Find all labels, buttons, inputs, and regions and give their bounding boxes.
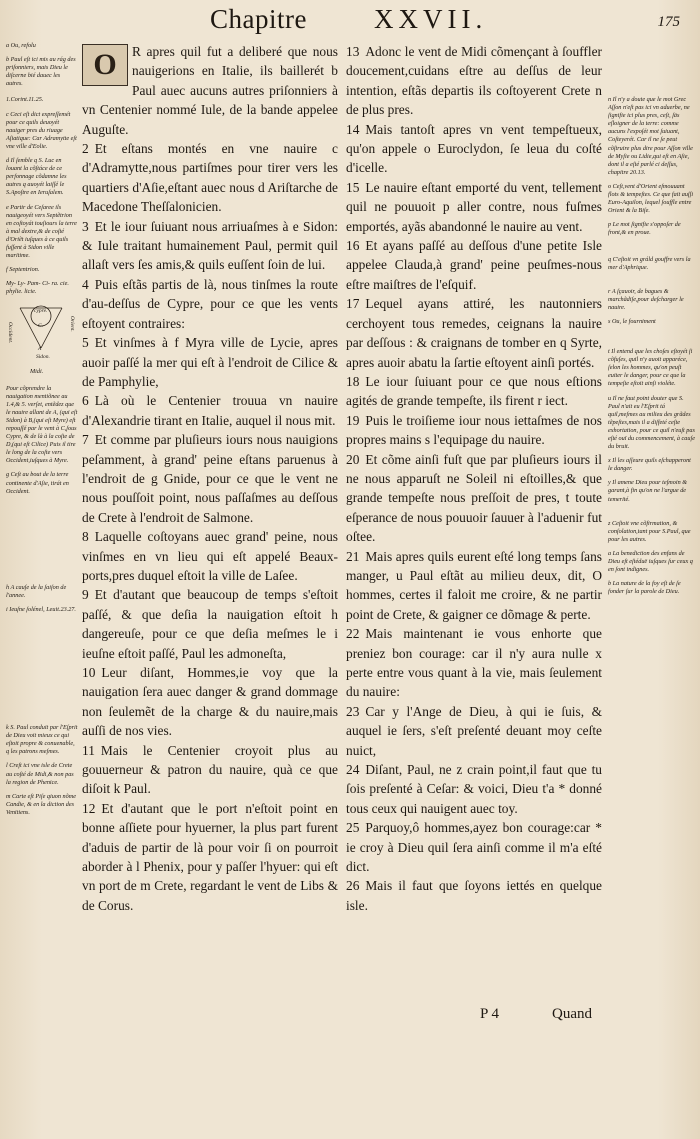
margin-note: p Le mot ſignifie s'oppoſer de front,& en proue. bbox=[608, 221, 681, 237]
verse bbox=[82, 333, 338, 391]
verse-number: 4 bbox=[82, 276, 89, 292]
verse-text: Laquelle coſtoyans auec grand' peine, nous vinſmes en vn lieu qui eſt appelé Beaux-ports,pres duquel eſtoit la ville de Laſee. bbox=[82, 529, 338, 583]
verse bbox=[346, 236, 602, 294]
verse bbox=[346, 120, 602, 178]
verse-number: 9 bbox=[82, 587, 89, 603]
verse-text: Adonc le vent de Midi cõmençant à ſouffler doucement,cuidans eſtre au deſſus de leur intention, eſtãs departis ils coſtoyerent Crete n de plus pres. bbox=[346, 44, 602, 118]
verse-number: 13 bbox=[346, 44, 360, 59]
verse-text: R apres quil fut a deliberé que nous nauigerions en Italie, ils baillerét b Paul auec aucuns autres priſonniers à vn Centenier nommé Iule, de la bande appelee Auguſte. bbox=[82, 44, 338, 137]
verse-number: 22 bbox=[346, 626, 360, 642]
verse-number: 15 bbox=[346, 179, 360, 195]
verse-number: 7 bbox=[82, 432, 89, 448]
verse-number: 8 bbox=[82, 529, 89, 545]
verse bbox=[82, 799, 338, 915]
verse-text: Diſant, Paul, ne z crain point,il faut que tu ſois preſenté à Ceſar: & voici, Dieu t'a * donné tous ceux qui nauigent auec toy. bbox=[346, 762, 602, 816]
verse-number: 21 bbox=[346, 548, 360, 564]
verse-number: 26 bbox=[346, 878, 360, 894]
verse bbox=[346, 42, 602, 120]
margin-note: My- Ly- Pam- Ci- ra. cie. phylie. licie. bbox=[6, 280, 69, 296]
verse-number: 6 bbox=[82, 393, 89, 409]
verse-text: Là où le Centenier trouua vn nauire d'Alexandrie tirant en Italie, auquel il nous mit. bbox=[82, 393, 338, 428]
verse bbox=[346, 372, 602, 411]
verse-text: Leur diſant, Hommes,ie voy que la nauigation ſera auec danger & grand dommage non ſeulemẽt de la charge & du nauire,mais auſſi de nos vies. bbox=[82, 665, 338, 739]
page-header bbox=[0, 4, 700, 40]
running-title: Chapitre bbox=[210, 4, 307, 34]
left-text-column bbox=[82, 42, 338, 915]
margin-note: z Ceſtoit vne cõfirmation, & conſolation,tant pour S.Paul, que pour les autres. bbox=[608, 519, 691, 543]
margin-note: b Paul eſt ici mis au rág des priſonniers, mais Dieu le diſcerne bié dauec les autres. bbox=[6, 56, 76, 88]
margin-note: m Carte eſt Piſe qiuon nõme Candie, & en la diction des Venitiens. bbox=[6, 792, 76, 816]
diagram-label-a: A bbox=[38, 346, 42, 353]
verse-text: Le iour ſuiuant pour ce que nous eſtions agités de grande tempeſte, ils firent r iect. bbox=[346, 373, 602, 409]
right-text-column bbox=[346, 42, 602, 915]
margin-note: b La nature de la foy eſt de ſe fonder ſur la parole de Dieu. bbox=[608, 580, 681, 596]
verse-number: 3 bbox=[82, 218, 89, 234]
margin-note: l Creſt ici vne isle de Crete au coſté de Midi,& non pas la region de Phenice. bbox=[6, 762, 74, 786]
verse-number: 18 bbox=[346, 373, 360, 389]
verse bbox=[82, 527, 338, 585]
catchword: Quand bbox=[552, 1006, 592, 1022]
verse bbox=[82, 217, 338, 275]
verse-text: Et d'autant que le port n'eſtoit point en bonne aſſiete pour hyuerner, la plus part furent d'aduis de partir de là pour voir ſi on pourroit aborder à l Phenix, pour y paſſer l'hyuer: qui eſt vn port de m Crete, regardant le vent de Libs & de Corus. bbox=[82, 800, 338, 913]
verse bbox=[346, 702, 602, 760]
verse-text: Mais maintenant ie vous enhorte que preniez bon courage: car il n'y aura nulle x perte entre vous quant à la vie, mais ſeulement du nauire: bbox=[346, 626, 602, 700]
verse-text: Mais tantoſt apres vn vent tempeſtueux, qu'on appele o Euroclydon, ſe leua du coſté d'icelle. bbox=[346, 121, 602, 176]
folio-number: 175 bbox=[657, 14, 680, 30]
verse bbox=[82, 139, 338, 217]
verse bbox=[82, 430, 338, 527]
verse bbox=[346, 411, 602, 450]
verse bbox=[82, 663, 338, 741]
margin-note: 1.Corint.11.25. bbox=[6, 96, 44, 104]
verse bbox=[346, 450, 602, 547]
verse bbox=[82, 741, 338, 799]
right-margin-notes bbox=[608, 96, 696, 602]
verse-number: 2 bbox=[82, 141, 89, 157]
margin-note: d Il ſemble q S. Luc en louant la cõſtáce de ce perſonnage cõdamne les autres q auoyét laiſſé le S.Apoſtre en Ieruſalem. bbox=[6, 157, 67, 197]
verse bbox=[82, 391, 338, 430]
verse-text: Et vinſmes à f Myra ville de Lycie, apres auoir paſſé la mer qui eſt à l'endroit de Cilice & de Pamphylie, bbox=[82, 335, 338, 389]
verse bbox=[346, 294, 602, 372]
verse bbox=[346, 760, 602, 818]
verse-text: Mais le Centenier croyoit plus au gouuerneur & patron du nauire, quà ce que diſoit k Paul. bbox=[82, 742, 338, 797]
diagram-label-midi: Midi. bbox=[30, 368, 44, 376]
verse-text: Puis eſtãs partis de là, nous tinſmes la route d'au-deſſus de Cypre, pour ce que les vents eſtoyent contraires: bbox=[82, 276, 338, 331]
margin-note: n Il n'y a doute que le mot Grec Aſſon n'eſt pas ici vn aduerbe, ne ſignifie ici plus pres, ceſt, ſās eſloigner de la terre: comme aucuns l'expoſét mot ſuiuant, Coſteyerét. Car il ne ſe peut cõſtruire plus dire pour Aſſon ville de Myſie ou Lidie,qui eſt en Aſie, dont il a eſté parlé ci deſſus, chapitre 20.13. bbox=[608, 96, 693, 176]
signature-mark: P 4 bbox=[480, 1006, 500, 1022]
margin-note: u Il ne faut point douter que S. Paul n'ait eu l'Eſprit tá quil,meſmes au milieu des grãdes tẽpeſtes,mais il a diſfeté ceſte exhortation, pour ce quil n'euſt pas eſté ouï du commencement, à cauſe du bruit. bbox=[608, 394, 695, 451]
margin-note: o Ceſt,vent d'Orient eſmouuant flots & tempeſtes. Ce que fait auſſi Euro-Aquilon, lequel ſouffle entre Orient & la Biſe. bbox=[608, 182, 694, 215]
chapter-number: XXVII. bbox=[374, 4, 488, 34]
margin-note: k S. Paul conduit par l'Eſprit de Dieu voit mieux ce qui eſtoit propre & conuenable, q les patrons meſmes. bbox=[6, 724, 78, 756]
page-footer bbox=[480, 1006, 600, 1024]
diagram-label-east: Orient. bbox=[69, 316, 76, 333]
verse-text: Et le iour ſuiuant nous arriuaſmes à e Sidon: & Iule traitant humainement Paul, permit quil allaſt vers ſes amis,& quils euſſent ſoin de lui. bbox=[82, 218, 338, 273]
verse-text: Puis le troiſieme iour nous iettaſmes de nos propres mains s l'equipage du nauire. bbox=[346, 412, 602, 448]
verse bbox=[346, 547, 602, 625]
verse-number: 5 bbox=[82, 335, 89, 351]
diagram-label-cypre: cypre. bbox=[34, 308, 48, 315]
verse bbox=[346, 818, 602, 876]
verse-text: Mais apres quils eurent eſté long temps ſans manger, u Paul eſtãt au milieu deux, dit, O hommes, certes il faloit me croire, & ne partir point de Crete, & gaigner ce dõmage & perte. bbox=[346, 548, 602, 622]
verse-text: Parquoy,ô hommes,ayez bon courage:car * ie croy à Dieu quil ſera ainſi comme il m'a eſté dict. bbox=[346, 820, 602, 875]
verse-text: Car y l'Ange de Dieu, à qui ie ſuis, & auquel ie ſers, s'eſt preſenté deuant moy ceſte nuict, bbox=[346, 703, 602, 758]
margin-note: c Ceci eſt dict expreſſemét pour ce quils deuoyét nauiger pres du riuage Aſiatique: Car Adramytte eſt vne ville d'Eolie. bbox=[6, 110, 77, 150]
margin-note: y Il amene Dieu pour teſmoin & garant,à fin qu'on ne l'argue de temerité. bbox=[608, 479, 688, 503]
margin-note: s Ou, le fourniment bbox=[608, 317, 656, 325]
verse-number: 19 bbox=[346, 412, 360, 428]
verse-text: Le nauire eſtant emporté du vent, tellement quil ne pouuoit p aller contre, nous fuſmes emportés, ayãs abandonné le nauire au vent. bbox=[346, 179, 602, 234]
diagram-label-sidon: Sidon. bbox=[36, 354, 50, 361]
left-margin-notes bbox=[6, 42, 78, 823]
navigation-diagram bbox=[6, 302, 76, 362]
margin-note: x Il les aſſeure quils eſchapperont le danger. bbox=[608, 457, 691, 473]
verse-text: Mais il faut que ſoyons iettés en quelque isle. bbox=[346, 878, 602, 913]
verse-text: Et ayans paſſé au deſſous d'une petite Isle appelee Clauda,à grand' peine peuſmes-nous eſtre maiſtres de l'eſquif. bbox=[346, 238, 602, 292]
margin-note: e Partir de Ceſaree ils nauigeoyét vers Septẽtrion en coſtoyát touſiours la terre à mal dextre,& de coſté d'Oriẽt iuſques à ce quils fuſſent à Sidon ville maritime. bbox=[6, 203, 77, 260]
verse bbox=[82, 585, 338, 663]
margin-note: h A cauſe de la ſaiſon de l'annee. bbox=[6, 583, 67, 599]
margin-note: f Septentrion. bbox=[6, 266, 40, 274]
margin-note: r A ſçauoir, de bagues & marchãdiſe,pour deſcharger le nauire. bbox=[608, 287, 684, 311]
verse-number: 25 bbox=[346, 820, 360, 836]
margin-note: a Ou, refolu bbox=[6, 42, 36, 49]
verse-number: 20 bbox=[346, 451, 360, 467]
margin-note: g Ceſt au bout de la terre continente d'Aſie, tirát en Occident. bbox=[6, 471, 69, 495]
margin-note: q C'eſtoit vn gráld gouffre vers la mer d'Aphrique. bbox=[608, 255, 691, 271]
verse bbox=[346, 624, 602, 702]
verse-number: 11 bbox=[82, 742, 95, 758]
verse-number: 24 bbox=[346, 762, 360, 778]
verse-number: 17 bbox=[346, 296, 360, 312]
verse-number: 12 bbox=[82, 800, 96, 816]
verse-1 bbox=[82, 42, 338, 139]
verse bbox=[346, 178, 602, 236]
verse-text: Et eſtans montés en vne nauire c d'Adramytte,nous partiſmes pour tirer vers les quartiers d'Aſie,eſtant auec nous d Ariſtarche de Macedone Theſſalonicien. bbox=[82, 141, 338, 215]
margin-note: Pour cõprendre la nauigation mentiõnee au 1.4,& 5. verſet, entẽdez que le nauire allant de A, (qui eſt Sidon) à B,(qui eſt Myre) eſt repouſſé par le vent à C,ſous Cypre, & de là à la coſte de D,(qui eſt Cilice) Puis il tire le long de la coſte vers Occident,iuſques à Myre. bbox=[6, 384, 78, 465]
margin-note: i Ieuſne ſolénel, Leuit.23.27. bbox=[6, 605, 76, 613]
verse-number: 16 bbox=[346, 238, 360, 254]
diagram-label-west: Occident. bbox=[7, 322, 14, 344]
verse bbox=[346, 876, 602, 915]
verse-text: Et comme par pluſieurs iours nous nauigions peſamment, à grand' peine eſtans paruenus à l'endroit de g Gnide, pour ce que le vent ne nous pouſſoit point, nous paſſaſmes au deſſous de Crete à l'endroit de Salmone. bbox=[82, 432, 338, 525]
margin-note: a La benediction des enfans de Dieu eſt eſtéduë iuſques ſur ceux q en ſont indignes. bbox=[608, 549, 693, 574]
verse-text: Lequel ayans attiré, les nautonniers cerchoyent tous remedes, ceignans la nauire par deſſous : & craignans de tomber en q Syrte, apres auoir abatu la ſartie eſtoyent ainſi portés. bbox=[346, 296, 602, 370]
verse-number: 23 bbox=[346, 703, 360, 719]
verse-text: Et cõme ainſi fuſt que par pluſieurs iours il ne nous apparuſt ne Soleil ni eſtoilles,& que grande tempeſte nous preſſoit de pres, t toute eſperance de nous pouuoir ſauuer à l'aduenir fut oſtee. bbox=[346, 451, 602, 545]
drop-initial: O bbox=[82, 44, 128, 86]
verse-text: Et d'autant que beaucoup de temps s'eſtoit paſſé, & que deſia la nauigation eſtoit h dangereuſe, pour ce que deſia meſmes le i ieuſne eſtoit paſſé, Paul les admoneſta, bbox=[82, 587, 338, 661]
verse-number: 14 bbox=[346, 121, 360, 137]
diagram-label-c: C. bbox=[38, 323, 44, 330]
verse bbox=[82, 275, 338, 333]
verse-number: 10 bbox=[82, 665, 96, 680]
margin-note: t Il entend que les choſes eſtoyét ſi cõfuſes, quil n'y auoit apparéce, ſelon les hommes, qu'on peuſt euiter le danger, pour ce que la tempeſte eſtoit ainſi violéte. bbox=[608, 348, 693, 388]
